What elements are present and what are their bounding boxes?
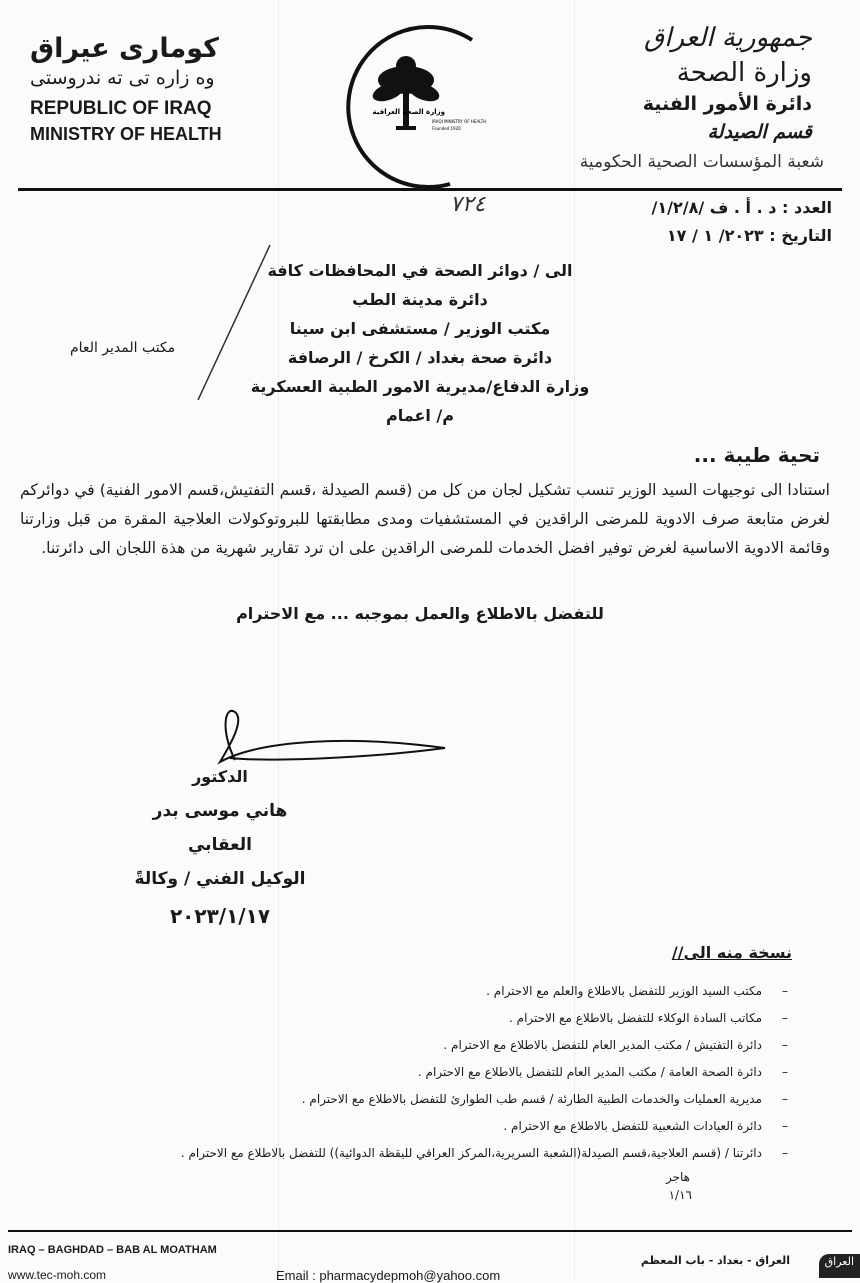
body-paragraph: استنادا الى توجيهات السيد الوزير تنسب تشكيل لجان من كل من (قسم الصيدلة ،قسم التفتيش،قسم الامور الفنية) في دوائركم لغرض متابعة صرف الادوية للمرضى الراقدين في المستشفيات ومدى مطابقتها للبروتوكولات العلاجية المقرة من قبل وزارتنا وقائمة الادوية الاساسية لغرض توفير افضل الخدمات للمرضى الراقدين على ان ترد تقارير شهرية من هذة اللجان الى دائرتنا.	[20, 481, 830, 557]
reference-date	[667, 226, 832, 245]
signature-name: هاني موسى بدر العقابي	[152, 801, 288, 855]
palm-tree-icon	[340, 22, 540, 192]
ministry-arabic: وزارة الصحة	[676, 58, 812, 88]
copy-recipient: – مكتب السيد الوزير للتفضل بالاطلاع والعلم مع الاحترام .	[128, 978, 788, 1005]
signature-title: الدكتور	[192, 767, 248, 786]
routing-slash	[190, 240, 280, 410]
greeting: تحية طيبة ...	[693, 443, 820, 467]
closing-line: للتفضل بالاطلاع والعمل بموجبه ... مع الاحترام	[236, 604, 604, 623]
copies-list	[128, 978, 788, 1167]
ministry-logo	[340, 22, 540, 192]
branch-arabic: شعبة المؤسسات الصحية الحكومية	[579, 152, 824, 172]
footer-address-en: IRAQ – BAGHDAD – BAB AL MOATHAM	[8, 1244, 217, 1256]
date-value: ٢٠٢٣/ ١ / ١٧	[666, 226, 764, 245]
header-right	[512, 20, 812, 146]
kurdish-ministry: وه زاره تی ته ندروستی	[30, 67, 215, 89]
addressee: دائرة مدينة الطب	[352, 290, 488, 309]
footer-email[interactable]: Email : pharmacydepmoh@yahoo.com	[276, 1268, 501, 1283]
footer-website[interactable]: www.tec-moh.com	[8, 1268, 107, 1282]
addressee: الى / دوائر الصحة في المحافظات كافة	[267, 261, 573, 280]
signature-date: ٢٠٢٣/١/١٧	[169, 904, 271, 928]
addressee: م/ اعمام	[385, 406, 454, 425]
logo-text: وزارة الصحة العراقية	[372, 108, 445, 116]
copy-recipient: – دائرة التفتيش / مكتب المدير العام للتفضل بالاطلاع مع الاحترام .	[128, 1032, 788, 1059]
reference-label: العدد :	[782, 198, 832, 217]
dg-office-note: مكتب المدير العام	[70, 340, 176, 356]
copy-recipient: – دائرة الصحة العامة / مكتب المدير العام للتفضل بالاطلاع مع الاحترام .	[128, 1059, 788, 1086]
addressee: وزارة الدفاع/مديرية الامور الطبية العسكرية	[250, 377, 590, 396]
addressee: دائرة صحة بغداد / الكرخ / الرصافة	[287, 348, 553, 367]
addressee: مكتب الوزير / مستشفى ابن سينا	[289, 319, 551, 338]
signature-block	[120, 760, 320, 936]
copy-recipient: – مديرية العمليات والخدمات الطبية الطارئة / قسم طب الطوارئ للتفضل بالاطلاع مع الاحترام .	[128, 1086, 788, 1113]
english-republic: REPUBLIC OF IRAQ	[30, 98, 212, 119]
copy-recipient: – مكاتب السادة الوكلاء للتفضل بالاطلاع مع الاحترام .	[128, 1005, 788, 1032]
header-left	[30, 32, 330, 145]
logo-founded: Founded 1920	[432, 126, 461, 131]
typist-initials: هاجر	[665, 1170, 690, 1184]
english-ministry: MINISTRY OF HEALTH	[30, 124, 222, 144]
date-label: التاريخ :	[769, 226, 832, 245]
footer-tag: العراق	[819, 1254, 860, 1278]
reference-number	[652, 198, 833, 217]
section-arabic: قسم الصيدلة	[707, 121, 812, 143]
reference-handwritten: ٧٢٤	[450, 192, 486, 217]
republic-arabic: جمهورية العراق	[644, 23, 812, 53]
typist-date: ١/١٦	[668, 1188, 692, 1202]
header-divider	[18, 188, 842, 191]
footer-address-ar: العراق - بغداد - باب المعظم	[640, 1254, 790, 1267]
kurdish-republic: کوماری عیراق	[30, 33, 219, 64]
copy-recipient: – دائرتنا / (قسم العلاجية،قسم الصيدلة(الشعبة السريرية،المركز العراقي لليقظة الدوائية)) للتفضل بالاطلاع مع الاحترام .	[128, 1140, 788, 1167]
logo-text-en: IRAQI MINISTRY OF HEALTH	[432, 119, 487, 124]
copy-recipient: – دائرة العيادات الشعبية للتفضل بالاطلاع مع الاحترام .	[128, 1113, 788, 1140]
reference-value: د . أ . ف /١/٢/٨/	[651, 198, 777, 217]
footer-divider	[8, 1230, 852, 1232]
signature-position: الوكيل الفني / وكالةً	[134, 869, 306, 889]
department-arabic: دائرة الأمور الفنية	[642, 93, 812, 115]
copies-title: نسخة منه الى//	[671, 943, 792, 962]
